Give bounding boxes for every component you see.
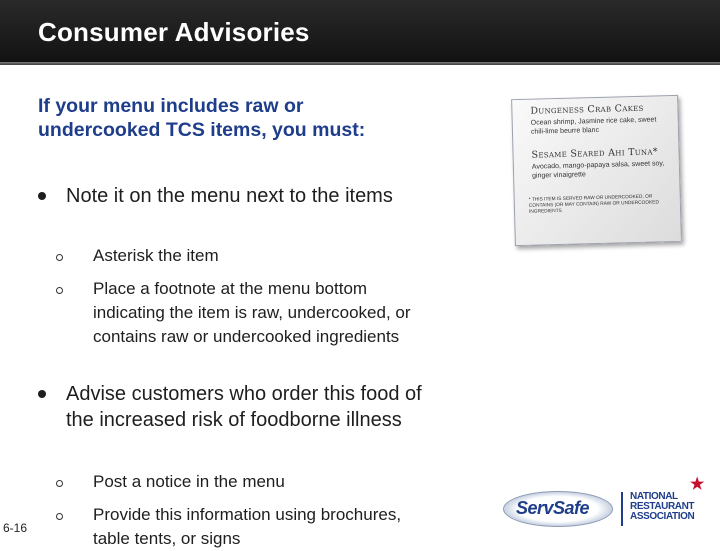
sub-bullet-asterisk: [56, 244, 433, 268]
nra-logo: [630, 476, 718, 532]
intro-text: If your menu includes raw or undercooked TCS items, you must:: [38, 95, 366, 141]
menu-item-title: Dungeness Crab Cakes: [530, 102, 644, 117]
sub-bullet-ring-icon: [56, 254, 63, 261]
menu-footnote: * THIS ITEM IS SERVED RAW OR UNDERCOOKED, OR CONTAINS (OR MAY CONTAIN) RAW OR UNDERCOOKED INGREDIENTS: [528, 194, 659, 215]
sub-bullet-text: Place a footnote at the menu bottom indicating the item is raw, undercooked, or contains raw or undercooked ingredients: [93, 279, 411, 346]
bullet-note-menu: [38, 183, 436, 209]
sub-bullet-text: Post a notice in the menu: [93, 472, 285, 491]
sub-bullet-provide-info: [56, 503, 433, 551]
sub-bullet-ring-icon: [56, 513, 63, 520]
sub-bullet-text: Asterisk the item: [93, 246, 219, 265]
menu-item-description: Avocado, mango-papaya salsa, sweet soy, ginger vinaigrette: [531, 160, 665, 180]
star-icon: ★: [690, 476, 704, 493]
nra-line: NATIONAL: [630, 491, 678, 502]
bullet-dot-icon: [38, 192, 46, 200]
slide-header: [0, 0, 720, 62]
sub-bullet-post-notice: [56, 470, 433, 494]
slide-title: Consumer Advisories: [38, 17, 310, 47]
menu-item-title: Sesame Seared Ahi Tuna*: [531, 146, 658, 161]
bullet-text: Note it on the menu next to the items: [66, 185, 393, 207]
bullet-dot-icon: [38, 390, 46, 398]
bullet-text: Advise customers who order this food of the increased risk of foodborne illness: [66, 383, 422, 431]
logo-divider: [621, 492, 623, 526]
sub-bullet-ring-icon: [56, 480, 63, 487]
servsafe-wordmark: ServSafe: [516, 498, 590, 518]
menu-item-description: Ocean shrimp, Jasmine rice cake, sweet chili-lime beurre blanc: [530, 116, 657, 136]
menu-card-image: [511, 95, 682, 246]
sub-bullet-ring-icon: [56, 287, 63, 294]
slide-number: 6-16: [3, 521, 28, 535]
header-divider: [0, 62, 720, 65]
sub-bullet-footnote: [56, 277, 433, 349]
sub-bullet-text: Provide this information using brochures, table tents, or signs: [93, 505, 402, 548]
bullet-advise-customers: [38, 381, 436, 433]
nra-line: RESTAURANT: [630, 501, 695, 512]
servsafe-logo: [503, 491, 613, 527]
nra-line: ASSOCIATION: [630, 511, 695, 522]
